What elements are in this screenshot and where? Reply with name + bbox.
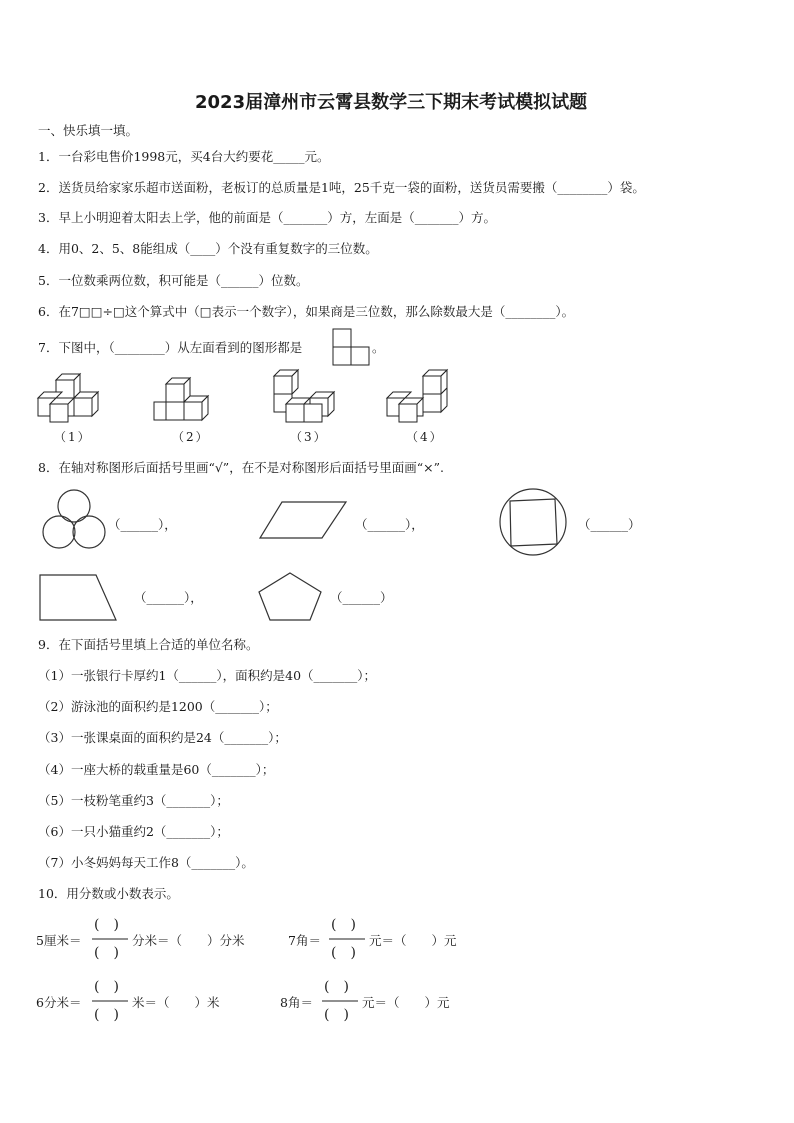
q10-row2-right-label: 8角＝ [280,995,313,1010]
question-9: 9．在下面括号里填上合适的单位名称。 [38,637,259,652]
q9-item-4: （4）一座大桥的载重量是60（_______）； [38,762,275,777]
fraction-denominator[interactable]: ( ) [94,1007,119,1023]
circle-square-shape [498,487,568,557]
fraction-numerator[interactable]: ( ) [331,917,356,933]
cube-figure-2 [152,376,222,426]
q10-row1-left-result: 分米＝（ ）分米 [132,933,245,948]
figure-caption-2: （2） [172,430,210,444]
question-4: 4．用0、2、5、8能组成（____）个没有重复数字的三位数。 [38,241,378,256]
q9-item-3: （3）一张课桌面的面积约是24（_______）； [38,730,287,745]
question-10: 10．用分数或小数表示。 [38,886,179,901]
fraction-bar [92,1000,130,1002]
question-7: 7．下图中，（________）从左面看到的图形都是 [38,340,303,355]
question-7-end: 。 [372,340,385,355]
cube-figure-1 [36,370,106,425]
fraction-numerator[interactable]: ( ) [324,979,349,995]
cube-figure-3 [272,370,342,425]
q9-item-2: （2）游泳池的面积约是1200（_______）； [38,699,278,714]
q10-row2-left-result: 米＝（ ）米 [132,995,220,1010]
trapezoid-shape [38,573,118,623]
three-circles-shape [40,488,108,554]
q10-row2-left-label: 6分米＝ [36,995,82,1010]
fraction-bar [329,938,367,940]
section-heading: 一、快乐填一填。 [38,123,139,138]
q9-item-5: （5）一枝粉笔重约3（_______）； [38,793,229,808]
question-5: 5．一位数乘两位数，积可能是（______）位数。 [38,273,309,288]
page-title: 2023届漳州市云霄县数学三下期末考试模拟试题 [195,92,588,113]
cube-figure-4 [385,370,455,425]
q10-row1-right-label: 7角＝ [288,933,321,948]
blank-shape-4[interactable]: （______）， [134,590,203,605]
blank-shape-5[interactable]: （______） [330,590,393,605]
figure-caption-3: （3） [290,430,328,444]
pentagon-shape [256,571,324,623]
q9-item-7: （7）小冬妈妈每天工作8（_______）。 [38,855,254,870]
blank-shape-2[interactable]: （______）， [355,517,424,532]
fraction-denominator[interactable]: ( ) [324,1007,349,1023]
fraction-numerator[interactable]: ( ) [94,979,119,995]
blank-shape-1[interactable]: （______）， [108,517,177,532]
question-6: 6．在7□□÷□这个算式中（□表示一个数字），如果商是三位数，那么除数最大是（________）。 [38,304,575,319]
q10-row1-right-result: 元＝（ ）元 [369,933,457,948]
question-8: 8．在轴对称图形后面括号里画“√”，在不是对称图形后面括号里面画“×”. [38,460,444,475]
q9-item-6: （6）一只小猫重约2（_______）； [38,824,229,839]
fraction-denominator[interactable]: ( ) [331,945,356,961]
question-1: 1．一台彩电售价1998元，买4台大约要花_____元。 [38,149,330,164]
figure-caption-4: （4） [406,430,444,444]
blank-shape-3[interactable]: （______） [578,517,641,532]
q10-row1-left-label: 5厘米＝ [36,933,82,948]
figure-caption-1: （1） [54,430,92,444]
fraction-bar [92,938,130,940]
question-3: 3．早上小明迎着太阳去上学，他的前面是（_______）方，左面是（_______）方。 [38,210,496,225]
left-view-figure [332,328,372,366]
fraction-denominator[interactable]: ( ) [94,945,119,961]
fraction-bar [322,1000,360,1002]
q10-row2-right-result: 元＝（ ）元 [362,995,450,1010]
question-2: 2．送货员给家家乐超市送面粉，老板订的总质量是1吨，25千克一袋的面粉，送货员需要搬（________）袋。 [38,180,645,195]
q9-item-1: （1）一张银行卡厚约1（______），面积约是40（_______）； [38,668,377,683]
parallelogram-shape [258,500,350,542]
fraction-numerator[interactable]: ( ) [94,917,119,933]
